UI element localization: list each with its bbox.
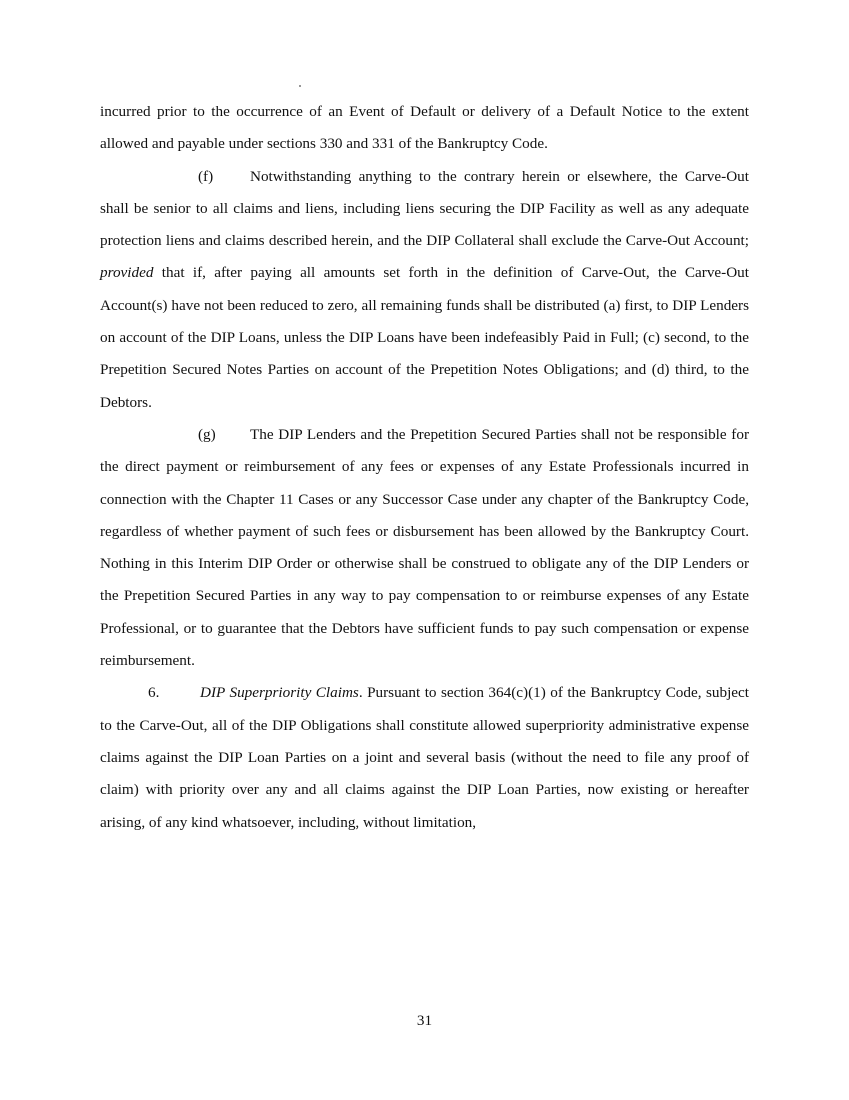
- section-6-text: . Pursuant to section 364(c)(1) of the Bankruptcy Code, subject to the Carve-Out, all of the DIP Obligations shall constitute allowed superpriority administrative expense claims against the DIP Loan Parties on a joint and several basis (without the need to file any proof of claim) with priority over any and all claims against the DIP Loan Parties, now existing or hereafter arising, of any kind whatsoever, including, without limitation,: [100, 684, 749, 831]
- paragraph-g-text: The DIP Lenders and the Prepetition Secured Parties shall not be responsible for the direct payment or reimbursement of any fees or expenses of any Estate Professionals incurred in connection with the Chapter 11 Cases or any Successor Case under any chapter of the Bankruptcy Code, regardless of whether payment of such fees or disbursement has been allowed by the Bankruptcy Court. Nothing in this Interim DIP Order or otherwise shall be construed to obligate any of the DIP Lenders or the Prepetition Secured Parties in any way to pay compensation to or reimburse expenses of any Estate Professional, or to guarantee that the Debtors have sufficient funds to pay such compensation or expense reimbursement.: [100, 425, 749, 670]
- paragraph-f-text-after: that if, after paying all amounts set forth in the definition of Carve-Out, the Carve-Out Account(s) have not been reduced to zero, all remaining funds shall be distributed (a) first, to DIP Lenders on account of the DIP Loans, unless the DIP Loans have been indefeasibly Paid in Full; (c) second, to the Prepetition Secured Notes Parties on account of the Prepetition Notes Obligations; and (d) third, to the Debtors.: [100, 264, 749, 411]
- paragraph-f-label: (f): [198, 167, 214, 185]
- paragraph-g: [100, 419, 749, 677]
- paragraph-continuation: incurred prior to the occurrence of an Event of Default or delivery of a Default Notice to the extent allowed and payable under sections 330 and 331 of the Bankruptcy Code.: [100, 103, 749, 153]
- scan-mark: [299, 85, 301, 87]
- paragraph-f-provided: provided: [100, 264, 154, 282]
- page-number: 31: [416, 1012, 433, 1029]
- paragraph-f: [100, 161, 749, 419]
- document-page: [100, 96, 749, 839]
- section-6-heading: DIP Superpriority Claims: [200, 684, 359, 702]
- section-6-number: 6.: [148, 684, 160, 702]
- paragraph-f-text-before: Notwithstanding anything to the contrary herein or elsewhere, the Carve-Out shall be senior to all claims and liens, including liens securing the DIP Facility as well as any adequate protection liens and claims described herein, and the DIP Collateral shall exclude the Carve-Out Account;: [100, 167, 749, 250]
- section-6: [100, 677, 749, 838]
- paragraph-g-label: (g): [198, 425, 216, 443]
